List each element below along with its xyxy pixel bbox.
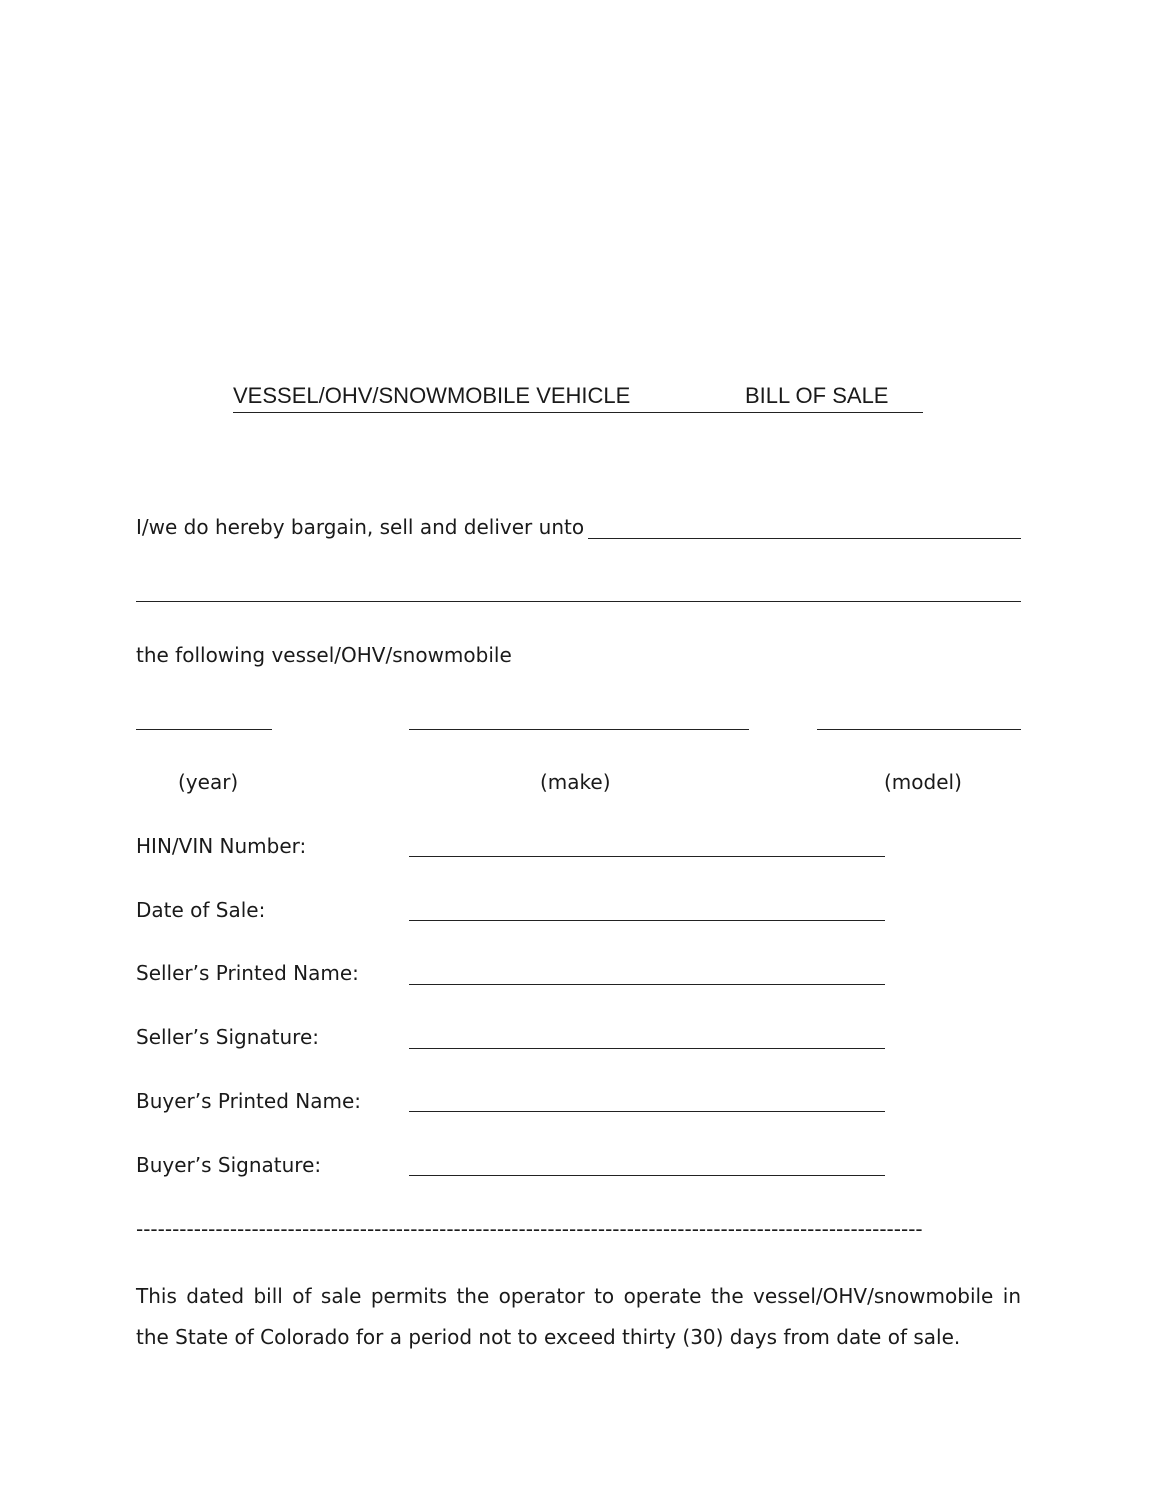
- seller-signature-label: Seller’s Signature:: [136, 1025, 319, 1049]
- buyer-address-line[interactable]: [136, 601, 1021, 602]
- buyer-signature-label: Buyer’s Signature:: [136, 1153, 322, 1177]
- notice-paragraph: This dated bill of sale permits the operator to operate the vessel/OHV/snowmobile in the State of Colorado for a period not to exceed thirty (30) days from date of sale.: [136, 1284, 1021, 1349]
- buyer-name-line[interactable]: [588, 538, 1021, 539]
- date-of-sale-line[interactable]: [409, 920, 885, 921]
- model-line[interactable]: [817, 729, 1021, 730]
- following-vehicle-text: the following vessel/OHV/snowmobile: [136, 643, 512, 667]
- date-of-sale-label: Date of Sale:: [136, 898, 266, 922]
- make-line[interactable]: [409, 729, 749, 730]
- year-line[interactable]: [136, 729, 272, 730]
- document-title: [233, 380, 923, 413]
- year-caption: (year): [178, 770, 239, 794]
- buyer-printed-name-line[interactable]: [409, 1111, 885, 1112]
- title-bill-of-sale: BILL OF SALE: [745, 383, 889, 408]
- make-caption: (make): [540, 770, 611, 794]
- hin-vin-line[interactable]: [409, 856, 885, 857]
- seller-printed-name-line[interactable]: [409, 984, 885, 985]
- dashed-separator: -------------------------------------------------------------------------------------------------------------: [136, 1217, 923, 1241]
- buyer-printed-name-label: Buyer’s Printed Name:: [136, 1089, 361, 1113]
- hin-vin-label: HIN/VIN Number:: [136, 834, 307, 858]
- intro-text: I/we do hereby bargain, sell and deliver unto: [136, 515, 585, 539]
- seller-signature-line[interactable]: [409, 1048, 885, 1049]
- model-caption: (model): [884, 770, 962, 794]
- title-vehicle-type: VESSEL/OHV/SNOWMOBILE VEHICLE: [233, 383, 631, 408]
- buyer-signature-line[interactable]: [409, 1175, 885, 1176]
- seller-printed-name-label: Seller’s Printed Name:: [136, 961, 359, 985]
